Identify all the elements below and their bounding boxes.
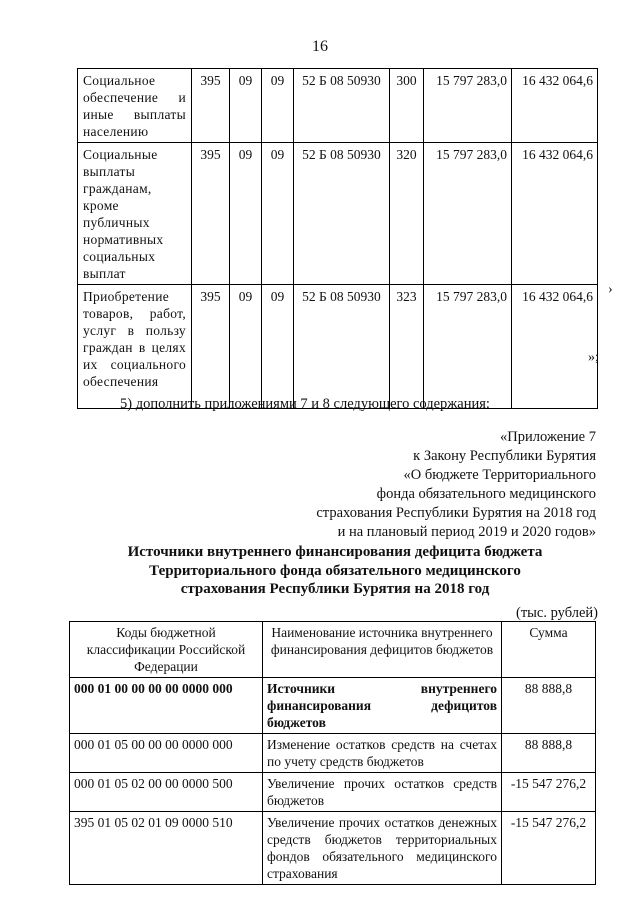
- closing-quote-mark: »;: [588, 350, 599, 365]
- row-code: 395 01 05 02 01 09 0000 510: [70, 812, 263, 885]
- row-amount-2020: 16 432 064,6: [512, 285, 598, 409]
- header-sum: Сумма: [502, 622, 596, 678]
- table-row: [78, 285, 598, 409]
- row-name: Источники внутреннего финансирования дефицитов бюджетов: [263, 678, 502, 734]
- row-amount-2019: 15 797 283,0: [424, 69, 512, 143]
- appendix-line: фонда обязательного медицинского: [376, 486, 596, 502]
- row-ministry-code: 395: [192, 69, 230, 143]
- row-name: Приобретение товаров, работ, услуг в пользу граждан в целях их социального обеспечения: [78, 285, 192, 409]
- header-code: Коды бюджетной классификации Российской Федерации: [70, 622, 263, 678]
- row-amount-2019: 15 797 283,0: [424, 285, 512, 409]
- appendix-line: «Приложение 7: [500, 429, 596, 445]
- row-amount-2020: 16 432 064,6: [512, 143, 598, 285]
- table-header-row: [70, 622, 596, 678]
- table-row: [78, 69, 598, 143]
- row-name: Увеличение прочих остатков денежных средств бюджетов территориальных фондов обязательного медицинского страхования: [263, 812, 502, 885]
- amendment-paragraph: 5) дополнить приложениями 7 и 8 следующего содержания:: [120, 396, 490, 412]
- row-subsection: 09: [262, 285, 294, 409]
- financing-sources-table: [69, 621, 596, 885]
- appendix-line: страхования Республики Бурятия на 2018 год: [316, 505, 596, 521]
- row-amount-2019: 15 797 283,0: [424, 143, 512, 285]
- row-code: 000 01 05 00 00 00 0000 000: [70, 734, 263, 773]
- table-row: [70, 773, 596, 812]
- table-row: [70, 678, 596, 734]
- row-subsection: 09: [262, 69, 294, 143]
- row-code: 000 01 05 02 00 00 0000 500: [70, 773, 263, 812]
- units-label: (тыс. рублей): [516, 605, 598, 621]
- row-section: 09: [230, 143, 262, 285]
- row-name: Социальные выплаты гражданам, кроме публичных нормативных социальных выплат: [78, 143, 192, 285]
- heading-line: Источники внутреннего финансирования дефицита бюджета: [127, 544, 543, 560]
- heading-line: Территориального фонда обязательного медицинского: [149, 562, 521, 579]
- appendix-header: [316, 428, 596, 542]
- table-row: [70, 812, 596, 885]
- section-heading: [70, 543, 600, 599]
- row-section: 09: [230, 285, 262, 409]
- appendix-line: к Закону Республики Бурятия: [413, 448, 596, 464]
- row-target-article: 52 Б 08 50930: [294, 285, 390, 409]
- header-name: Наименование источника внутреннего финансирования дефицитов бюджетов: [263, 622, 502, 678]
- table-row: [78, 143, 598, 285]
- row-target-article: 52 Б 08 50930: [294, 69, 390, 143]
- appendix-line: и на плановый период 2019 и 2020 годов»: [337, 524, 596, 540]
- margin-mark: ›: [608, 282, 613, 297]
- row-target-article: 52 Б 08 50930: [294, 143, 390, 285]
- row-name: Увеличение прочих остатков средств бюджетов: [263, 773, 502, 812]
- row-sum: 88 888,8: [502, 678, 596, 734]
- row-expense-type: 320: [390, 143, 424, 285]
- heading-line: страхования Республики Бурятия на 2018 год: [180, 581, 490, 597]
- row-sum: -15 547 276,2: [502, 812, 596, 885]
- row-expense-type: 300: [390, 69, 424, 143]
- row-code: 000 01 00 00 00 00 0000 000: [70, 678, 263, 734]
- row-sum: 88 888,8: [502, 734, 596, 773]
- row-sum: -15 547 276,2: [502, 773, 596, 812]
- page-number: 16: [312, 38, 328, 55]
- row-ministry-code: 395: [192, 285, 230, 409]
- row-name: Изменение остатков средств на счетах по учету средств бюджетов: [263, 734, 502, 773]
- row-amount-2020: 16 432 064,6: [512, 69, 598, 143]
- appendix-line: «О бюджете Территориального: [403, 467, 596, 483]
- row-section: 09: [230, 69, 262, 143]
- row-expense-type: 323: [390, 285, 424, 409]
- table-row: [70, 734, 596, 773]
- budget-table-continuation: [77, 68, 598, 409]
- row-subsection: 09: [262, 143, 294, 285]
- row-ministry-code: 395: [192, 143, 230, 285]
- row-name: Социальное обеспечение и иные выплаты населению: [78, 69, 192, 143]
